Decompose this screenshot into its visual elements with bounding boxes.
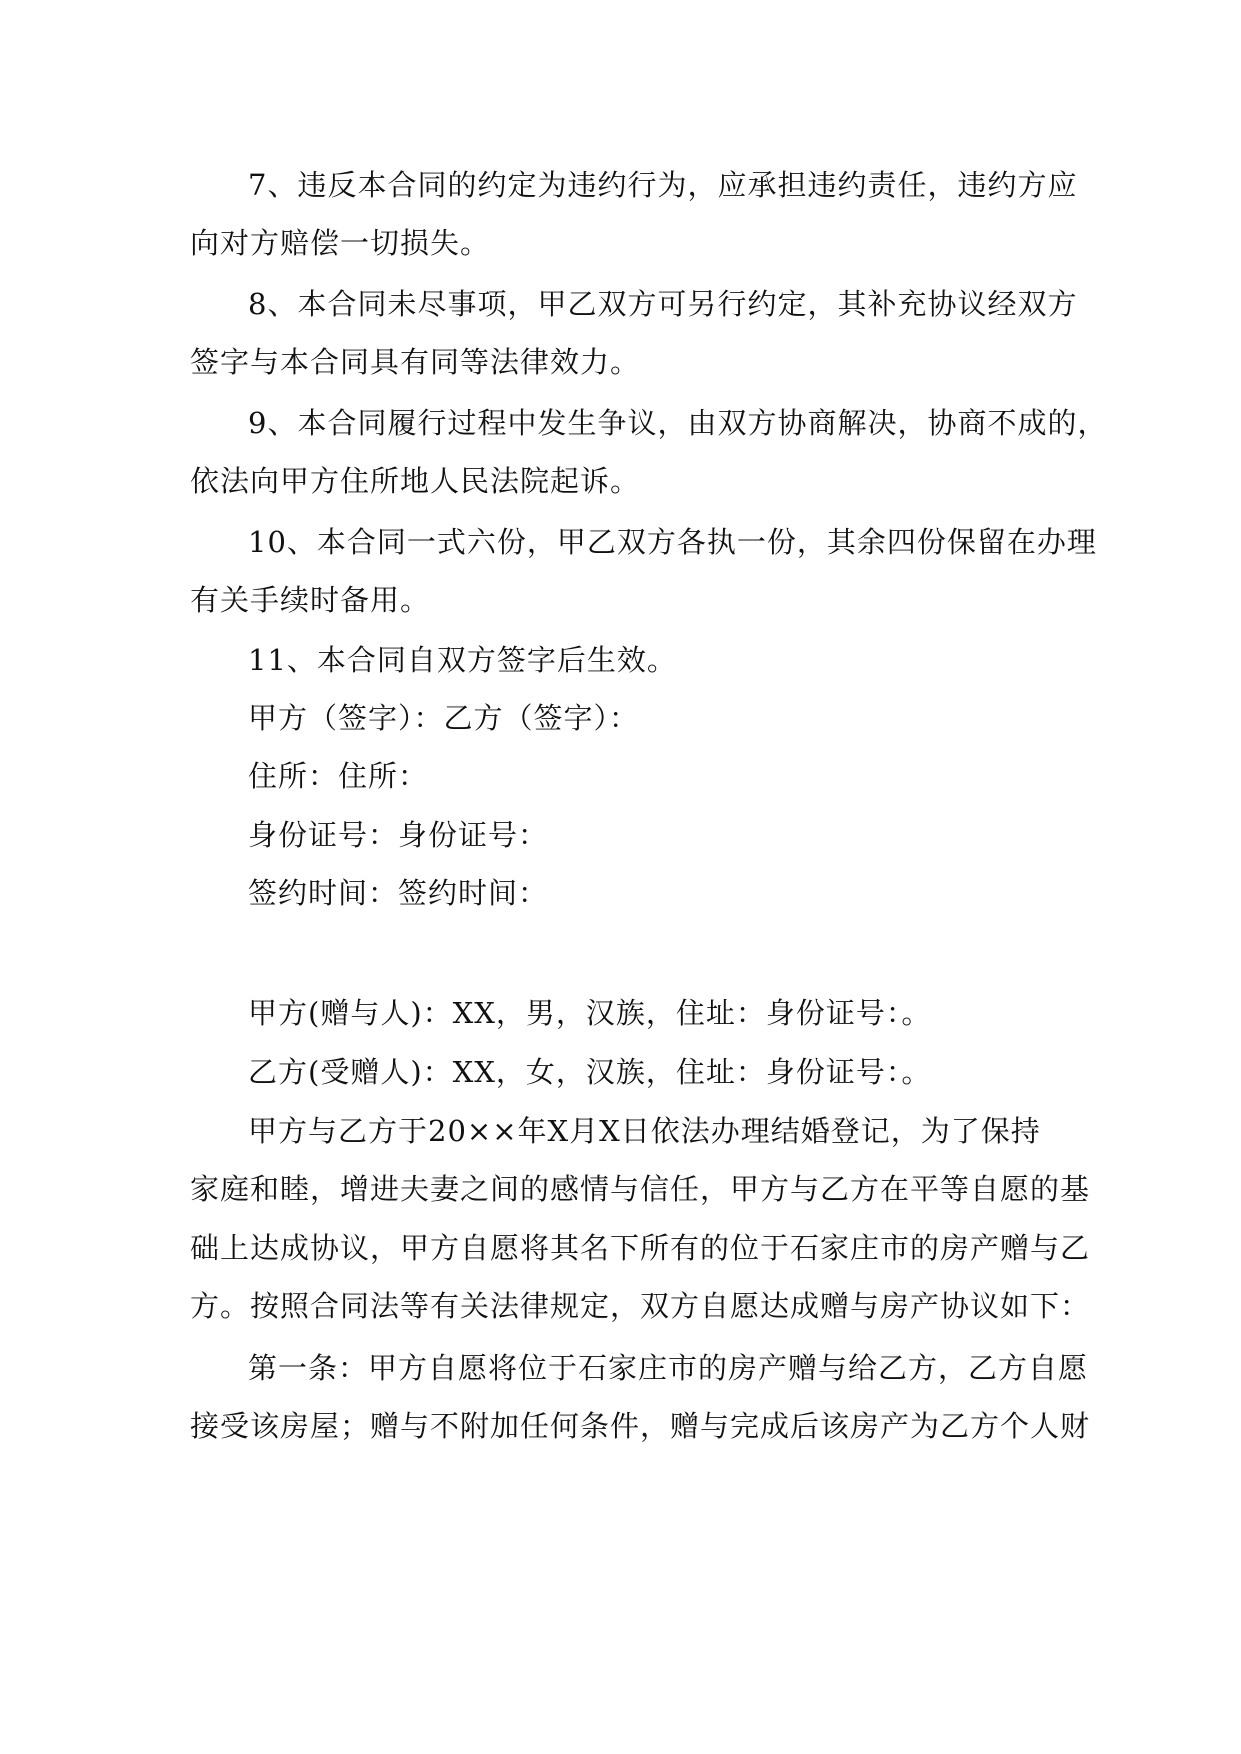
preamble-line-3: 础上达成协议，甲方自愿将其名下所有的位于石家庄市的房产赠与乙 <box>190 1231 1091 1265</box>
address-line: 住所：住所： <box>248 759 429 793</box>
clause-9-line-1: 9、本合同履行过程中发生争议，由双方协商解决，协商不成的， <box>248 406 1108 440</box>
signing-date-line: 签约时间：签约时间： <box>248 876 549 910</box>
clause-7-line-2: 向对方赔偿一切损失。 <box>190 226 491 260</box>
clause-11: 11、本合同自双方签字后生效。 <box>248 643 677 677</box>
preamble-line-1: 甲方与乙方于20××年X月X日依法办理结婚登记，为了保持 <box>248 1114 1041 1148</box>
clause-9-line-2: 依法向甲方住所地人民法院起诉。 <box>190 464 641 498</box>
id-number-line: 身份证号：身份证号： <box>248 818 549 852</box>
signature-line: 甲方（签字）：乙方（签字）： <box>248 701 640 735</box>
preamble-line-4: 方。按照合同法等有关法律规定，双方自愿达成赠与房产协议如下： <box>190 1289 1091 1323</box>
party-b-line: 乙方(受赠人)：XX，女，汉族，住址：身份证号：。 <box>248 1055 932 1089</box>
clause-8-line-2: 签字与本合同具有同等法律效力。 <box>190 345 641 379</box>
party-a-line: 甲方(赠与人)：XX，男，汉族，住址：身份证号：。 <box>248 996 932 1030</box>
clause-8-line-1: 8、本合同未尽事项，甲乙双方可另行约定，其补充协议经双方 <box>248 287 1078 321</box>
clause-10-line-1: 10、本合同一式六份，甲乙双方各执一份，其余四份保留在办理 <box>248 525 1097 559</box>
preamble-line-2: 家庭和睦，增进夫妻之间的感情与信任，甲方与乙方在平等自愿的基 <box>190 1172 1091 1206</box>
clause-10-line-2: 有关手续时备用。 <box>190 583 431 617</box>
clause-7-line-1: 7、违反本合同的约定为违约行为，应承担违约责任，违约方应 <box>248 168 1078 202</box>
article-1-line-1: 第一条：甲方自愿将位于石家庄市的房产赠与给乙方，乙方自愿 <box>248 1351 1089 1385</box>
article-1-line-2: 接受该房屋；赠与不附加任何条件，赠与完成后该房产为乙方个人财 <box>190 1409 1091 1443</box>
